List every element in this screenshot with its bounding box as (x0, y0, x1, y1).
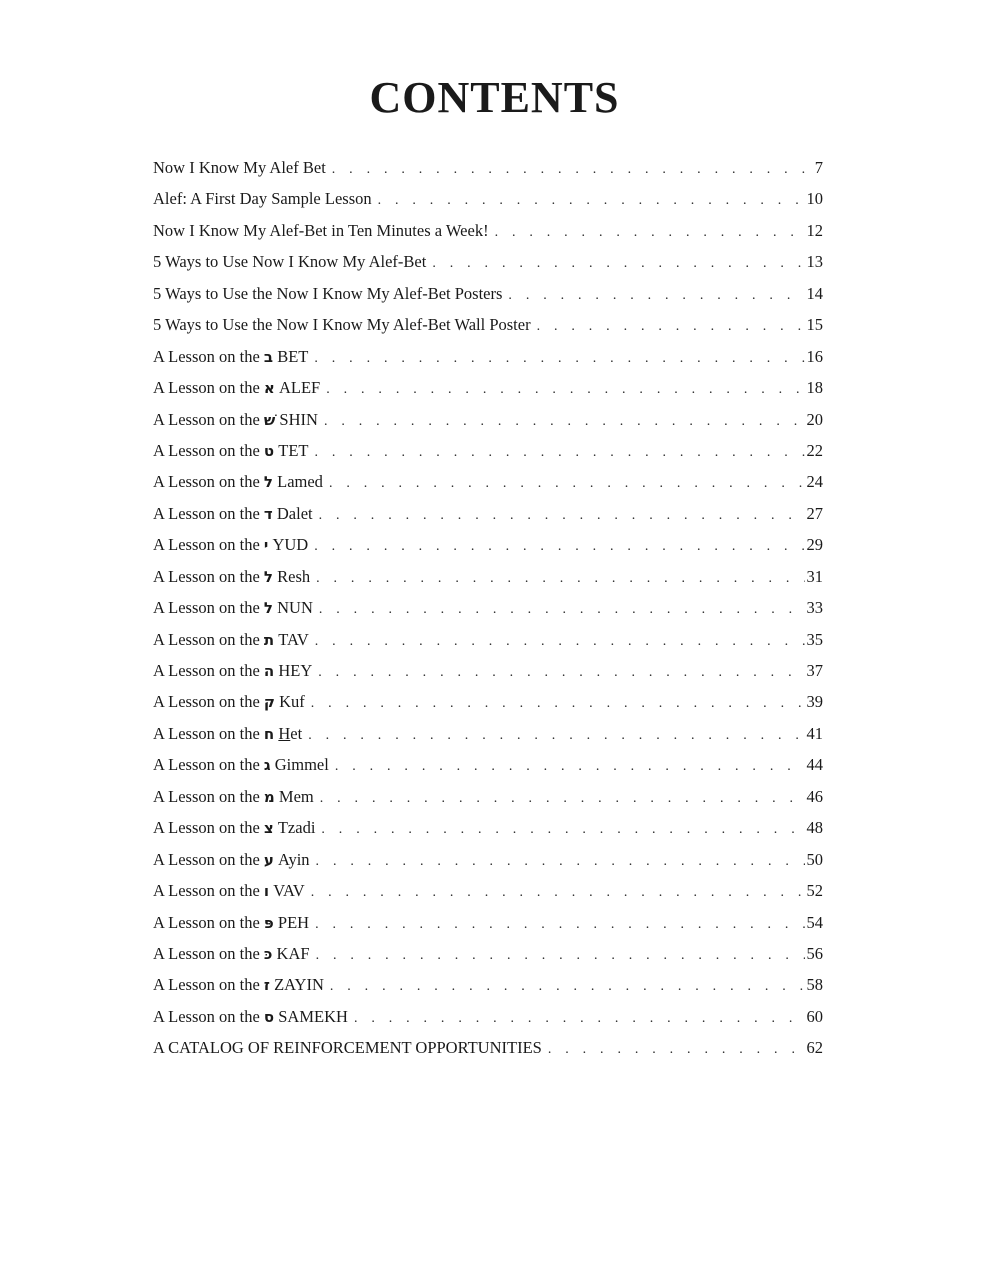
toc-entry-prefix: A Lesson on the (153, 912, 260, 932)
dot-leader (319, 500, 805, 531)
page-number: 24 (806, 472, 823, 492)
toc-entry-prefix: A Lesson on the (153, 409, 260, 429)
dot-leader (495, 217, 805, 248)
toc-entry-title (153, 372, 320, 404)
toc-entry (153, 844, 823, 875)
page-number: 29 (806, 535, 823, 555)
dot-leader (318, 657, 804, 688)
toc-entry (153, 592, 823, 623)
page-number: 39 (806, 692, 823, 712)
letter-name: Resh (277, 566, 311, 586)
letter-name: ALEF (278, 378, 321, 398)
page-number: 44 (806, 755, 823, 775)
hebrew-letter: ז (263, 976, 270, 995)
toc-entry-title (153, 498, 313, 530)
toc-entry (153, 529, 823, 560)
toc-entry-title (153, 938, 310, 970)
letter-name: Het (278, 723, 303, 743)
hebrew-letter: ו (263, 882, 270, 901)
toc-entry-prefix: A Lesson on the (153, 440, 260, 460)
dot-leader (311, 877, 805, 908)
page-number: 16 (806, 346, 823, 366)
page-number: 48 (806, 818, 823, 838)
toc-entry (153, 1032, 823, 1063)
toc-entry-title (153, 1001, 348, 1033)
dot-leader (316, 940, 805, 971)
toc-entry (153, 309, 823, 340)
toc-entry-prefix: 5 Ways to Use the Now I Know My Alef-Bet Wall Poster (153, 315, 531, 335)
toc-entry-prefix: A Lesson on the (153, 786, 260, 806)
letter-name: KAF (276, 943, 310, 963)
toc-entry (153, 215, 823, 246)
page-number: 54 (806, 912, 823, 932)
toc-entry (153, 969, 823, 1000)
dot-leader (321, 814, 804, 845)
page-number: 14 (806, 283, 823, 303)
page-number: 50 (806, 849, 823, 869)
toc-entry (153, 435, 823, 466)
hebrew-letter: מ (263, 787, 275, 806)
hebrew-letter: פּ (263, 913, 274, 932)
toc-entry (153, 718, 823, 749)
dot-leader (330, 971, 805, 1002)
hebrew-letter: ח (263, 724, 275, 743)
toc-entry-prefix: A Lesson on the (153, 943, 260, 963)
toc-entry (153, 246, 823, 277)
toc-entry-prefix: A Lesson on the (153, 598, 260, 618)
toc-entry (153, 466, 823, 497)
hebrew-letter: י (263, 536, 269, 555)
dot-leader (537, 311, 805, 342)
toc-entry-prefix: Now I Know My Alef-Bet in Ten Minutes a Week! (153, 220, 489, 240)
toc-entry-title (153, 404, 318, 436)
hebrew-letter: ל (263, 567, 273, 586)
toc-entry-prefix: Alef: A First Day Sample Lesson (153, 189, 372, 209)
dot-leader (335, 751, 805, 782)
page-number: 22 (806, 440, 823, 460)
dot-leader (314, 343, 804, 374)
toc-entry-prefix: A Lesson on the (153, 503, 260, 523)
toc-entry-title (153, 341, 308, 373)
page-number: 12 (806, 220, 823, 240)
toc-entry-prefix: A Lesson on the (153, 755, 260, 775)
toc-entry-prefix: A Lesson on the (153, 346, 260, 366)
letter-name: TAV (278, 629, 309, 649)
dot-leader (315, 626, 805, 657)
toc-entry-title (153, 718, 302, 750)
toc-entry-prefix: A Lesson on the (153, 378, 260, 398)
dot-leader (315, 909, 804, 940)
hebrew-letter: ט (263, 441, 275, 460)
page-number: 33 (806, 598, 823, 618)
toc-entry-title (153, 246, 426, 277)
dot-leader (332, 154, 813, 185)
toc-entry-title (153, 749, 329, 781)
letter-name: Gimmel (274, 755, 329, 775)
hebrew-letter: ע (263, 850, 274, 869)
page-number: 58 (806, 975, 823, 995)
toc-entry (153, 498, 823, 529)
letter-name: Kuf (279, 692, 305, 712)
hebrew-letter: ה (263, 662, 275, 680)
hebrew-letter: ל (263, 599, 273, 618)
toc-entry-prefix: A Lesson on the (153, 818, 260, 838)
letter-name: Mem (278, 786, 314, 806)
dot-leader (308, 720, 804, 751)
page-number: 52 (806, 881, 823, 901)
dot-leader (316, 846, 805, 877)
toc-entry (153, 1001, 823, 1032)
dot-leader (320, 783, 805, 814)
toc-entry-prefix: A Lesson on the (153, 723, 260, 743)
page-number: 31 (806, 566, 823, 586)
letter-name: YUD (272, 535, 309, 555)
hebrew-letter: ד (263, 504, 273, 523)
toc-entry-prefix: 5 Ways to Use the Now I Know My Alef-Bet Posters (153, 283, 503, 303)
toc-entry-prefix: A Lesson on the (153, 566, 260, 586)
page-number: 56 (806, 943, 823, 963)
letter-name: HEY (278, 661, 313, 680)
letter-name: Ayin (278, 849, 310, 869)
letter-name: BET (277, 346, 309, 366)
page-number: 35 (806, 629, 823, 649)
toc-entry-prefix: A Lesson on the (153, 881, 260, 901)
letter-name: Lamed (277, 472, 323, 492)
dot-leader (316, 563, 804, 594)
hebrew-letter: ת (263, 630, 275, 649)
toc-entry-prefix: A Lesson on the (153, 692, 260, 712)
toc-entry-prefix: Now I Know My Alef Bet (153, 158, 326, 177)
toc-entry (153, 183, 823, 214)
page-number: 62 (806, 1038, 823, 1058)
toc-entry-title (153, 529, 308, 561)
page-number: 60 (806, 1006, 823, 1026)
toc-entry-prefix: A Lesson on the (153, 1006, 260, 1026)
toc-entry-title (153, 215, 489, 246)
toc-entry (153, 686, 823, 717)
letter-name: SAMEKH (278, 1006, 348, 1026)
toc-entry-prefix: A Lesson on the (153, 849, 260, 869)
dot-leader (329, 468, 805, 499)
page-number: 27 (806, 503, 823, 523)
page-number: 20 (806, 409, 823, 429)
toc-entry-title (153, 624, 309, 656)
letter-name: SHIN (279, 409, 318, 429)
letter-name: VAV (273, 881, 305, 901)
toc-entry (153, 875, 823, 906)
toc-entry-title (153, 561, 310, 593)
page-number: 41 (806, 723, 823, 743)
letter-name: Tzadi (277, 818, 316, 838)
toc-entry-title (153, 907, 309, 939)
dot-leader (508, 280, 804, 311)
hebrew-letter: ק (263, 693, 275, 712)
toc-entry-prefix: A Lesson on the (153, 975, 260, 995)
toc-entry (153, 561, 823, 592)
toc-entry-prefix: A Lesson on the (153, 661, 260, 680)
toc-entry (153, 907, 823, 938)
toc-entry-title (153, 183, 372, 214)
dot-leader (314, 531, 804, 562)
hebrew-letter: צ (263, 819, 274, 838)
page-number: 15 (806, 315, 823, 335)
toc-entry-title (153, 686, 305, 718)
toc-entry (153, 404, 823, 435)
toc-entry-title (153, 781, 314, 813)
letter-name: TET (278, 440, 309, 460)
toc-entry (153, 152, 823, 183)
toc-entry (153, 938, 823, 969)
toc-entry (153, 341, 823, 372)
dot-leader (315, 437, 805, 468)
toc-entry-prefix: A Lesson on the (153, 472, 260, 492)
toc-entry-prefix: A CATALOG OF REINFORCEMENT OPPORTUNITIES (153, 1038, 542, 1058)
toc-entry-title (153, 278, 502, 309)
toc-entry-title (153, 655, 312, 687)
dot-leader (324, 406, 805, 437)
toc-entry-title (153, 844, 310, 876)
toc-entry-title (153, 969, 324, 1001)
page-number: 10 (806, 189, 823, 209)
page-number: 7 (814, 158, 823, 177)
hebrew-letter: כּ (263, 944, 273, 963)
toc-entry (153, 372, 823, 403)
table-of-contents (153, 152, 823, 1064)
page-number: 37 (806, 661, 823, 680)
toc-entry-title (153, 152, 326, 183)
toc-entry-title (153, 309, 531, 340)
toc-entry (153, 812, 823, 843)
hebrew-letter: שׁ (263, 410, 276, 429)
toc-entry (153, 655, 823, 686)
toc-entry-title (153, 875, 305, 907)
letter-name: PEH (277, 912, 310, 932)
page-number: 18 (806, 378, 823, 398)
dot-leader (548, 1034, 805, 1065)
dot-leader (319, 594, 805, 625)
hebrew-letter: ב (263, 347, 274, 366)
hebrew-letter: ג (263, 756, 271, 775)
letter-name: NUN (277, 598, 313, 618)
toc-entry-title (153, 466, 323, 498)
toc-entry (153, 624, 823, 655)
letter-name: ZAYIN (274, 975, 324, 995)
letter-name: Dalet (276, 503, 313, 523)
page-number: 13 (806, 252, 823, 272)
page-number: 46 (806, 786, 823, 806)
hebrew-letter: ס (263, 1007, 275, 1026)
toc-entry (153, 749, 823, 780)
toc-entry-title (153, 435, 309, 467)
toc-entry-prefix: 5 Ways to Use Now I Know My Alef-Bet (153, 252, 427, 272)
toc-entry-prefix: A Lesson on the (153, 535, 260, 555)
hebrew-letter: א (263, 379, 275, 398)
hebrew-letter: ל (263, 473, 273, 492)
dot-leader (311, 688, 805, 719)
toc-entry-title (153, 812, 315, 844)
dot-leader (326, 374, 804, 405)
toc-entry-prefix: A Lesson on the (153, 629, 260, 649)
dot-leader (378, 185, 805, 216)
toc-entry (153, 278, 823, 309)
toc-entry (153, 781, 823, 812)
dot-leader (354, 1003, 805, 1034)
page-title: CONTENTS (369, 73, 620, 122)
dot-leader (432, 248, 804, 279)
toc-entry-title (153, 1032, 542, 1063)
toc-entry-title (153, 592, 313, 624)
